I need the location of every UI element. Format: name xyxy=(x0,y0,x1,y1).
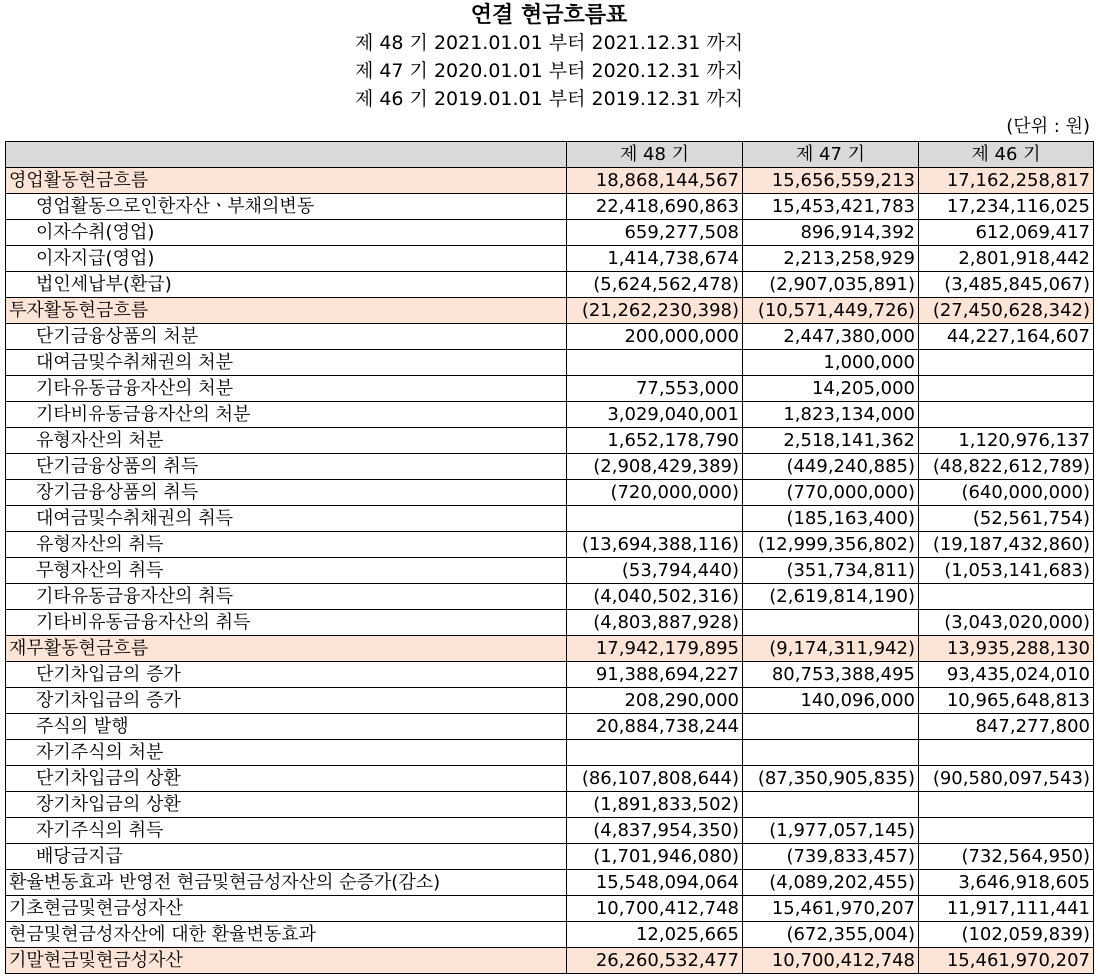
row-value-48: 15,548,094,064 xyxy=(567,870,743,896)
row-value-46: 10,965,648,813 xyxy=(919,688,1094,714)
row-value-48: 3,029,040,001 xyxy=(567,402,743,428)
row-value-48: (53,794,440) xyxy=(567,558,743,584)
row-value-46: (640,000,000) xyxy=(919,480,1094,506)
table-row xyxy=(6,792,1094,818)
table-row xyxy=(6,168,1094,194)
row-value-46: (19,187,432,860) xyxy=(919,532,1094,558)
row-value-46: 93,435,024,010 xyxy=(919,662,1094,688)
table-row xyxy=(6,272,1094,298)
row-value-46: 17,162,258,817 xyxy=(919,168,1094,194)
row-value-46 xyxy=(919,818,1094,844)
row-value-47: 2,518,141,362 xyxy=(743,428,919,454)
row-value-47: 10,700,412,748 xyxy=(743,948,919,974)
row-label: 환율변동효과 반영전 현금및현금성자산의 순증가(감소) xyxy=(6,870,567,896)
table-row xyxy=(6,636,1094,662)
row-value-48: 26,260,532,477 xyxy=(567,948,743,974)
table-row xyxy=(6,688,1094,714)
table-row xyxy=(6,428,1094,454)
row-value-46 xyxy=(919,376,1094,402)
row-label: 유형자산의 처분 xyxy=(6,428,567,454)
row-value-48: (21,262,230,398) xyxy=(567,298,743,324)
table-row xyxy=(6,922,1094,948)
row-label: 기말현금및현금성자산 xyxy=(6,948,567,974)
row-value-47: 15,656,559,213 xyxy=(743,168,919,194)
table-row xyxy=(6,324,1094,350)
row-value-47: 1,000,000 xyxy=(743,350,919,376)
row-value-48: 18,868,144,567 xyxy=(567,168,743,194)
table-row xyxy=(6,844,1094,870)
row-label: 기타유동금융자산의 취득 xyxy=(6,584,567,610)
statement-title: 연결 현금흐름표 xyxy=(470,2,628,28)
row-value-48 xyxy=(567,506,743,532)
table-row xyxy=(6,220,1094,246)
row-label: 자기주식의 취득 xyxy=(6,818,567,844)
row-value-47 xyxy=(743,714,919,740)
row-value-47: (351,734,811) xyxy=(743,558,919,584)
row-value-47 xyxy=(743,792,919,818)
row-value-47: (770,000,000) xyxy=(743,480,919,506)
row-value-48: 91,388,694,227 xyxy=(567,662,743,688)
row-value-47: (10,571,449,726) xyxy=(743,298,919,324)
table-row xyxy=(6,194,1094,220)
row-value-47: 80,753,388,495 xyxy=(743,662,919,688)
period-line-46: 제 46 기 2019.01.01 부터 2019.12.31 까지 xyxy=(354,88,744,110)
row-value-48 xyxy=(567,740,743,766)
row-value-48: 659,277,508 xyxy=(567,220,743,246)
row-label: 대여금및수취채권의 처분 xyxy=(6,350,567,376)
row-label: 이자지급(영업) xyxy=(6,246,567,272)
row-label: 투자활동현금흐름 xyxy=(6,298,567,324)
row-value-48: 22,418,690,863 xyxy=(567,194,743,220)
row-value-47: (2,907,035,891) xyxy=(743,272,919,298)
row-label: 대여금및수취채권의 취득 xyxy=(6,506,567,532)
row-value-47: (9,174,311,942) xyxy=(743,636,919,662)
row-value-47: 2,447,380,000 xyxy=(743,324,919,350)
row-value-46: 11,917,111,441 xyxy=(919,896,1094,922)
row-value-48: 1,652,178,790 xyxy=(567,428,743,454)
row-value-48: (13,694,388,116) xyxy=(567,532,743,558)
row-value-47: 1,823,134,000 xyxy=(743,402,919,428)
row-label: 법인세납부(환급) xyxy=(6,272,567,298)
row-value-46: 2,801,918,442 xyxy=(919,246,1094,272)
row-label: 영업활동으로인한자산ㆍ부채의변동 xyxy=(6,194,567,220)
period-line-47: 제 47 기 2020.01.01 부터 2020.12.31 까지 xyxy=(354,60,744,82)
row-value-46: (3,043,020,000) xyxy=(919,610,1094,636)
table-row xyxy=(6,350,1094,376)
row-value-46: 3,646,918,605 xyxy=(919,870,1094,896)
row-label: 기타비유동금융자산의 취득 xyxy=(6,610,567,636)
row-value-48: (4,803,887,928) xyxy=(567,610,743,636)
row-value-46: (52,561,754) xyxy=(919,506,1094,532)
row-value-48: 12,025,665 xyxy=(567,922,743,948)
row-value-46: (3,485,845,067) xyxy=(919,272,1094,298)
row-value-48: 77,553,000 xyxy=(567,376,743,402)
table-body xyxy=(6,168,1094,974)
row-value-46 xyxy=(919,740,1094,766)
row-value-46: 13,935,288,130 xyxy=(919,636,1094,662)
row-value-46: 17,234,116,025 xyxy=(919,194,1094,220)
table-row xyxy=(6,376,1094,402)
row-value-47: 15,453,421,783 xyxy=(743,194,919,220)
header-row xyxy=(6,142,1094,168)
table-row xyxy=(6,584,1094,610)
table-row xyxy=(6,740,1094,766)
row-label: 단기금융상품의 처분 xyxy=(6,324,567,350)
table-row xyxy=(6,896,1094,922)
table-row xyxy=(6,766,1094,792)
row-value-47: 896,914,392 xyxy=(743,220,919,246)
row-value-46: (102,059,839) xyxy=(919,922,1094,948)
table-row xyxy=(6,870,1094,896)
unit-label: (단위 : 원) xyxy=(1006,116,1090,137)
row-label: 장기차입금의 증가 xyxy=(6,688,567,714)
row-value-47: (185,163,400) xyxy=(743,506,919,532)
row-value-47: 140,096,000 xyxy=(743,688,919,714)
table-row xyxy=(6,714,1094,740)
row-value-48: (5,624,562,478) xyxy=(567,272,743,298)
row-value-48: 10,700,412,748 xyxy=(567,896,743,922)
row-label: 영업활동현금흐름 xyxy=(6,168,567,194)
row-value-48: 1,414,738,674 xyxy=(567,246,743,272)
row-label: 배당금지급 xyxy=(6,844,567,870)
row-value-48 xyxy=(567,350,743,376)
row-label: 현금및현금성자산에 대한 환율변동효과 xyxy=(6,922,567,948)
row-value-46: 847,277,800 xyxy=(919,714,1094,740)
row-value-47: (1,977,057,145) xyxy=(743,818,919,844)
header-col-47: 제 47 기 xyxy=(743,142,919,168)
table-row xyxy=(6,298,1094,324)
row-value-46: (27,450,628,342) xyxy=(919,298,1094,324)
row-label: 재무활동현금흐름 xyxy=(6,636,567,662)
row-value-48: (1,701,946,080) xyxy=(567,844,743,870)
row-value-46: (48,822,612,789) xyxy=(919,454,1094,480)
table-row xyxy=(6,662,1094,688)
row-value-48: 20,884,738,244 xyxy=(567,714,743,740)
row-value-46 xyxy=(919,402,1094,428)
table-row xyxy=(6,402,1094,428)
row-value-47: (2,619,814,190) xyxy=(743,584,919,610)
row-value-47: (672,355,004) xyxy=(743,922,919,948)
table-row xyxy=(6,506,1094,532)
row-label: 주식의 발행 xyxy=(6,714,567,740)
row-value-47: (739,833,457) xyxy=(743,844,919,870)
row-value-47: 14,205,000 xyxy=(743,376,919,402)
table-row xyxy=(6,610,1094,636)
row-label: 무형자산의 취득 xyxy=(6,558,567,584)
header-col-48: 제 48 기 xyxy=(567,142,743,168)
row-value-46: (90,580,097,543) xyxy=(919,766,1094,792)
header-col-46: 제 46 기 xyxy=(919,142,1094,168)
row-label: 장기차입금의 상환 xyxy=(6,792,567,818)
row-value-48: 17,942,179,895 xyxy=(567,636,743,662)
row-label: 기타비유동금융자산의 처분 xyxy=(6,402,567,428)
header-label-col xyxy=(6,142,567,168)
table-row xyxy=(6,454,1094,480)
row-value-47: 15,461,970,207 xyxy=(743,896,919,922)
row-value-46 xyxy=(919,792,1094,818)
row-value-48: (1,891,833,502) xyxy=(567,792,743,818)
row-value-48: (720,000,000) xyxy=(567,480,743,506)
row-value-46: 15,461,970,207 xyxy=(919,948,1094,974)
row-label: 단기차입금의 상환 xyxy=(6,766,567,792)
row-label: 기초현금및현금성자산 xyxy=(6,896,567,922)
row-value-48: (4,837,954,350) xyxy=(567,818,743,844)
row-value-47: (87,350,905,835) xyxy=(743,766,919,792)
row-label: 장기금융상품의 취득 xyxy=(6,480,567,506)
row-value-48: (4,040,502,316) xyxy=(567,584,743,610)
row-value-48: 208,290,000 xyxy=(567,688,743,714)
row-value-48: (2,908,429,389) xyxy=(567,454,743,480)
row-value-46: 44,227,164,607 xyxy=(919,324,1094,350)
row-value-46: (732,564,950) xyxy=(919,844,1094,870)
row-value-46: (1,053,141,683) xyxy=(919,558,1094,584)
row-value-46: 612,069,417 xyxy=(919,220,1094,246)
row-label: 이자수취(영업) xyxy=(6,220,567,246)
table-row xyxy=(6,532,1094,558)
table-row xyxy=(6,948,1094,974)
row-value-47: (12,999,356,802) xyxy=(743,532,919,558)
row-value-47 xyxy=(743,610,919,636)
table-row xyxy=(6,818,1094,844)
table-row xyxy=(6,480,1094,506)
row-value-46: 1,120,976,137 xyxy=(919,428,1094,454)
cash-flow-table xyxy=(5,141,1094,974)
row-value-48: 200,000,000 xyxy=(567,324,743,350)
table-row xyxy=(6,558,1094,584)
row-value-48: (86,107,808,644) xyxy=(567,766,743,792)
row-value-47: (4,089,202,455) xyxy=(743,870,919,896)
table-row xyxy=(6,246,1094,272)
row-value-46 xyxy=(919,350,1094,376)
row-label: 단기금융상품의 취득 xyxy=(6,454,567,480)
row-value-47: (449,240,885) xyxy=(743,454,919,480)
row-label: 유형자산의 취득 xyxy=(6,532,567,558)
period-line-48: 제 48 기 2021.01.01 부터 2021.12.31 까지 xyxy=(354,32,744,54)
row-value-46 xyxy=(919,584,1094,610)
row-label: 자기주식의 처분 xyxy=(6,740,567,766)
row-label: 기타유동금융자산의 처분 xyxy=(6,376,567,402)
row-label: 단기차입금의 증가 xyxy=(6,662,567,688)
row-value-47 xyxy=(743,740,919,766)
row-value-47: 2,213,258,929 xyxy=(743,246,919,272)
